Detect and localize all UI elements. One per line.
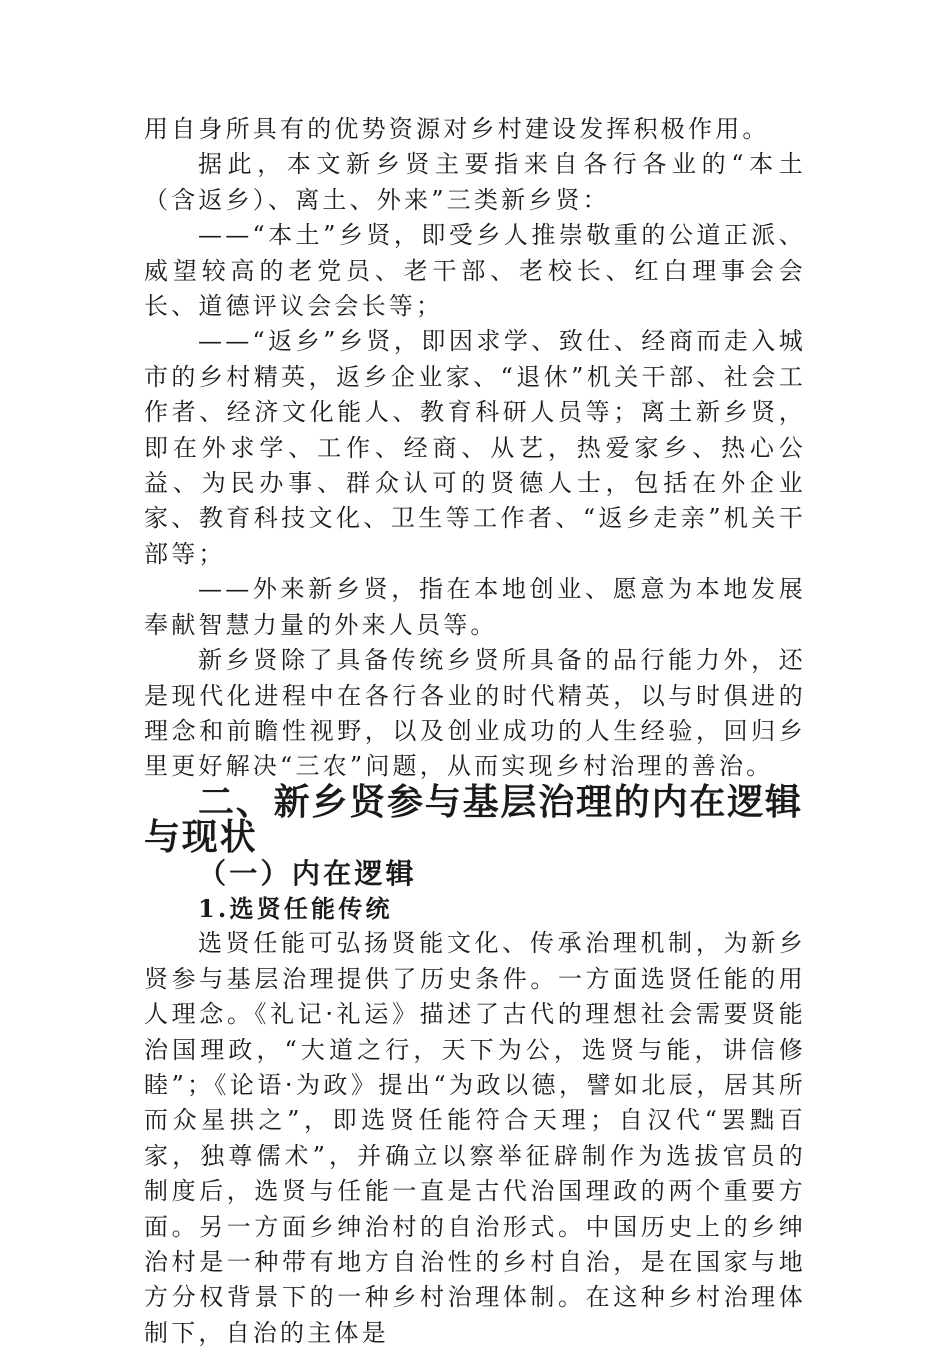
- paragraph-definition-intro: 据此，本文新乡贤主要指来自各行各业的“本土（含返乡）、离土、外来”三类新乡贤：: [144, 150, 806, 214]
- paragraph-new-sages-summary: 新乡贤除了具备传统乡贤所具备的品行能力外，还是现代化进程中在各行各业的时代精英，以与时俱进的理念和前瞻性视野，以及创业成功的人生经验，回归乡里更好解决“三农”问题，从而实现乡村治理的善治。: [144, 646, 806, 781]
- paragraph-meritocracy-tradition: 选贤任能可弘扬贤能文化、传承治理机制，为新乡贤参与基层治理提供了历史条件。一方面选贤任能的用人理念。《礼记·礼运》描述了古代的理想社会需要贤能治国理政，“大道之行，天下为公，选贤与能，讲信修睦”；《论语·为政》提出“为政以德，譬如北辰，居其所而众星拱之”，即选贤任能符合天理；自汉代“罢黜百家，独尊儒术”，并确立以察举征辟制作为选拔官员的制度后，选贤与任能一直是古代治国理政的两个重要方面。另一方面乡绅治村的自治形式。中国历史上的乡绅治村是一种带有地方自治性的乡村自治，是在国家与地方分权背景下的一种乡村治理体制。在这种乡村治理体制下，自治的主体是: [144, 929, 806, 1347]
- paragraph-local-sages: ——“本土”乡贤，即受乡人推崇敬重的公道正派、威望较高的老党员、老干部、老校长、红白理事会会长、道德评议会会长等；: [144, 221, 806, 321]
- section-heading: 二、新乡贤参与基层治理的内在逻辑与现状: [144, 781, 803, 859]
- document-page: [144, 112, 806, 1351]
- subsubsection-heading: 1.选贤任能传统: [198, 893, 393, 923]
- paragraph-continuation: 用自身所具有的优势资源对乡村建设发挥积极作用。: [144, 115, 770, 143]
- paragraph-outsider-sages: ——外来新乡贤，指在本地创业、愿意为本地发展奉献智慧力量的外来人员等。: [144, 575, 806, 639]
- paragraph-returning-sages: ——“返乡”乡贤，即因求学、致仕、经商而走入城市的乡村精英，返乡企业家、“退休”机关干部、社会工作者、经济文化能人、教育科研人员等；离土新乡贤，即在外求学、工作、经商、从艺，热爱家乡、热心公益、为民办事、群众认可的贤德人士，包括在外企业家、教育科技文化、卫生等工作者、“返乡走亲”机关干部等；: [144, 327, 806, 568]
- subsection-heading: （一）内在逻辑: [198, 856, 417, 890]
